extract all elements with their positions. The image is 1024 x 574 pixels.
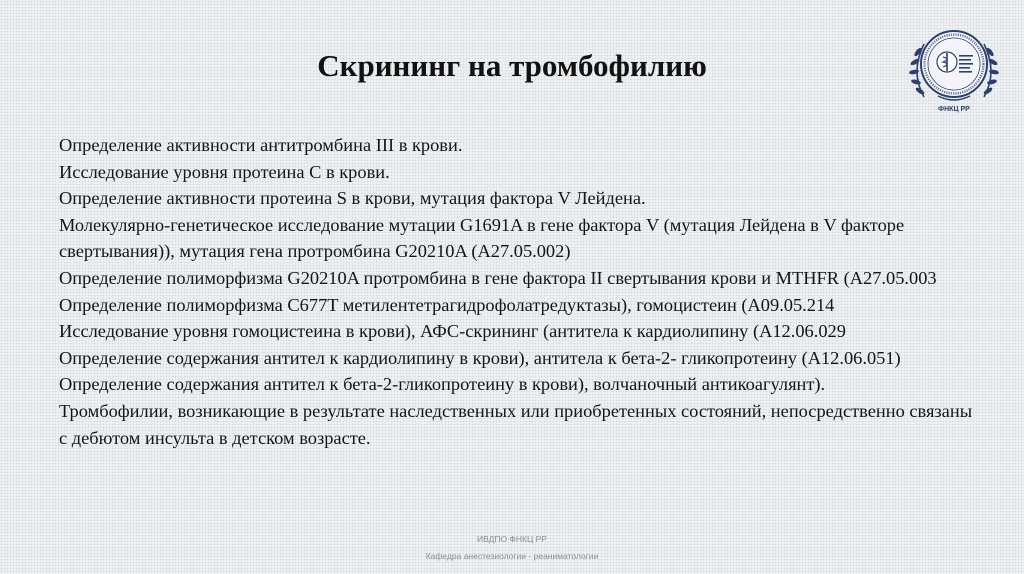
paragraph-leiden-mutation: Молекулярно-генетическое исследование мутации G1691A в гене фактора V (мутация Лейдена в V факторе свертывания)), мутация гена протромбина G20210A (A27.05.002) [59, 214, 905, 262]
paragraph-antibodies: Определение содержания антител к кардиолипину в крови), антитела к бета-2- гликопротеину (A12.06.051) Определение содержания антител к бета-2-гликопротеину в крови), волчаночный антикоагулянт). [59, 347, 901, 395]
paragraph-protein-c: Исследование уровня протеина С в крови. [59, 161, 390, 182]
paragraph-antithrombin: Определение активности антитромбина III в крови. [59, 135, 463, 155]
logo-caption: ФНКЦ РР [938, 106, 970, 113]
paragraph-protein-s: Определение активности протеина S в крови, мутация фактора V Лейдена. [59, 188, 646, 209]
institution-logo [904, 22, 1004, 122]
footer-department: Кафедра анестезиологии - реаниматологии [425, 551, 599, 561]
footer-institution: ИВДПО ФНКЦ РР [477, 534, 547, 544]
paragraph-conclusion: Тромбофилии, возникающие в результате наследственных или приобретенных состояний, непосредственно связаны с дебютом инсульта в детском возрасте. [59, 400, 973, 448]
slide-title: Скрининг на тромбофилию [317, 48, 707, 83]
slide-body [59, 132, 979, 451]
paragraph-homocysteine: Исследование уровня гомоцистеина в крови), АФС-скрининг (антитела к кардиолипину (A12.06.029 [59, 321, 846, 342]
paragraph-prothrombin-polymorphism: Определение полиморфизма G20210A протромбина в гене фактора II свертывания крови и MTHFR (A27.05.003 Определение полиморфизма C677T метилентетрагидрофолатредуктазы), гомоцистеин (A09.05.214 [59, 267, 937, 315]
